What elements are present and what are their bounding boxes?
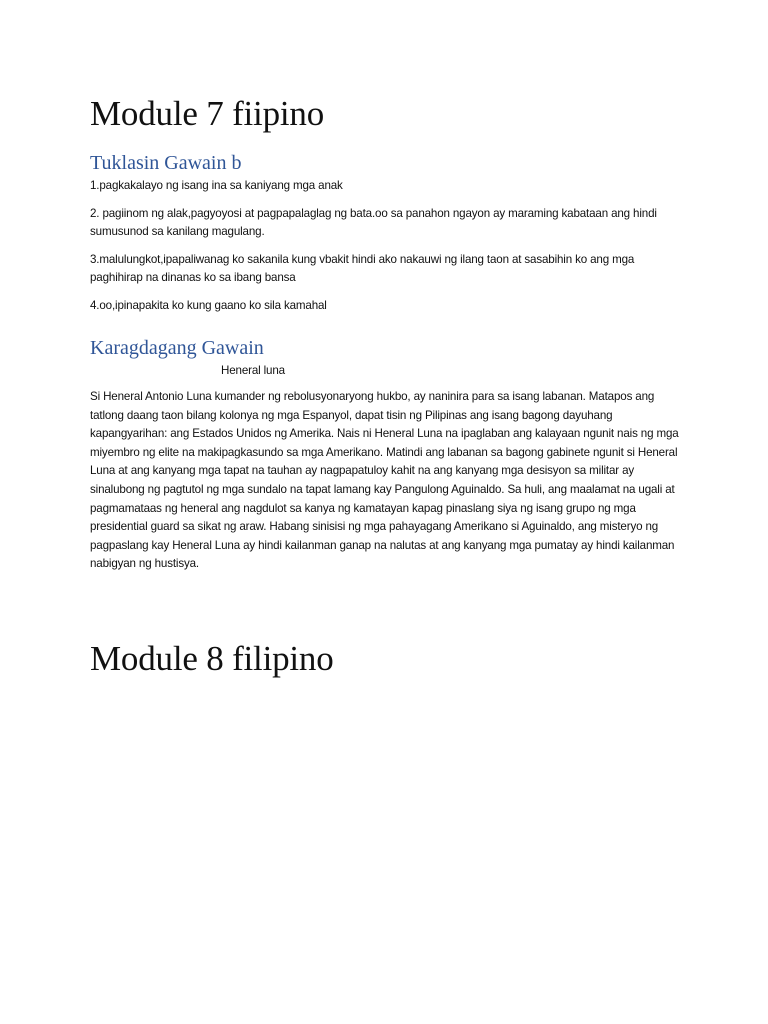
karagdagang-heading: Karagdagang Gawain: [90, 337, 264, 359]
answer-item-2: 2. pagiinom ng alak,pagyoyosi at pagpapalaglag ng bata.oo sa panahon ngayon ay maraming kabataan ang hindi sumusunod sa kanilang magulang.: [90, 206, 657, 239]
answers-list: [90, 177, 685, 325]
tuklasin-heading: Tuklasin Gawain b: [90, 152, 242, 174]
answer-item-3: 3.malulungkot,ipapaliwanag ko sakanila kung vbakit hindi ako nakauwi ng ilang taon at sasabihin ko ang mga paghihirap na dinanas ko sa ibang bansa: [90, 252, 635, 285]
module-7-title: Module 7 fiipino: [90, 94, 325, 133]
answer-item-1: 1.pagkakalayo ng isang ina sa kaniyang mga anak: [90, 179, 343, 192]
essay-subtitle: Heneral luna: [221, 364, 285, 377]
module-8-title: Module 8 filipino: [90, 639, 334, 678]
answer-item-4: 4.oo,ipinapakita ko kung gaano ko sila kamahal: [90, 298, 327, 312]
essay-paragraph: Si Heneral Antonio Luna kumander ng rebolusyonaryong hukbo, ay naninira para sa isang labanan. Matapos ang tatlong daang taon bilang kolonya ng mga Espanyol, dapat tisin ng Pilipinas ang isang bagong dayuhang kapangyarihan: ang Estados Unidos ng Amerika. Nais ni Heneral Luna na ipaglaban ang kalayaan ngunit nais ng mga miyembro ng elite na makipagkasundo sa mga Amerikano. Matindi ang labanan sa bagong gabinete ngunit si Heneral Luna at ang kanyang mga tapat na tauhan ay nagpapatuloy kahit na ang kanyang mga desisyon sa militar ay sinalubong ng pagtutol ng mga sundalo na tapat lamang kay Pangulong Aguinaldo. Sa huli, ang maalamat na ugali at pagmamataas ng heneral ang nagdulot sa kanya ng kamatayan kapag pinaslang siya ng isang grupo ng mga presidential guard sa sikat ng araw. Habang sinisisi ng mga pahayagang Amerikano si Aguinaldo, ang misteryo ng pagpaslang kay Heneral Luna ay hindi kailanman ganap na nalutas at ang kanyang mga pumatay ay hindi kailanman nabigyan ng hustisya.: [90, 390, 679, 571]
